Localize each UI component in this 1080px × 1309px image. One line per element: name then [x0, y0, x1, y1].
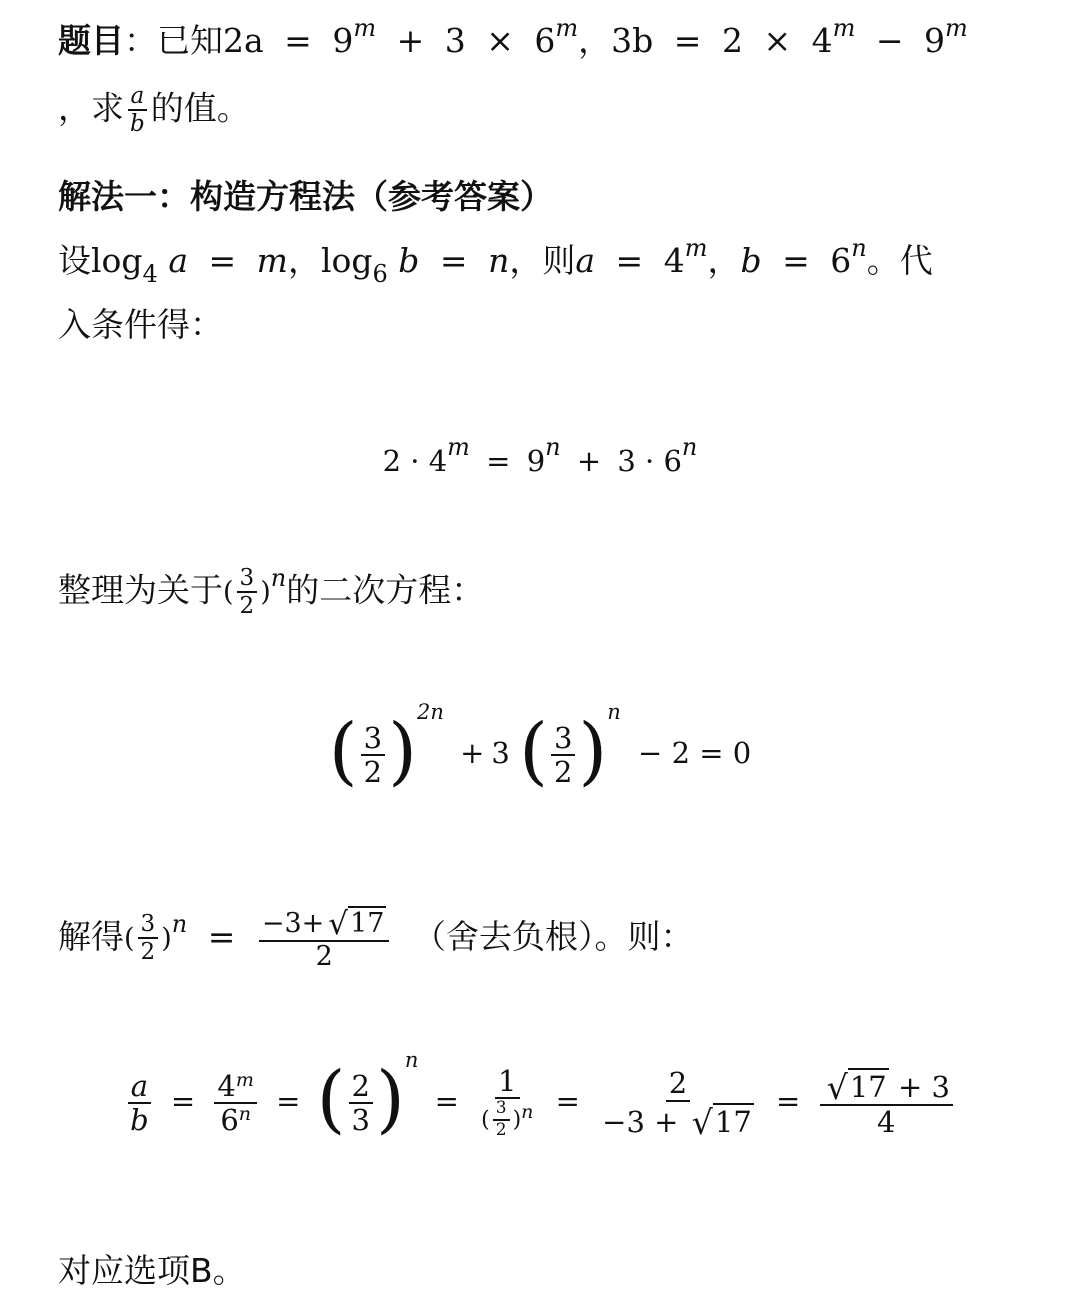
eq-sign-b: = [782, 241, 810, 280]
problem-sep: ， [578, 21, 612, 60]
a-var: a [575, 241, 596, 280]
eq3-frac-4: 1 ( $\frac{3}{2}$ )$^n$ [481, 1063, 534, 1141]
eq3-frac-6: $\frac{√17 + 3}{4}$ [820, 1068, 953, 1137]
method-line-2: 入条件得： [58, 305, 223, 344]
comma1: ， [287, 241, 321, 280]
eq-sign-2: = [673, 21, 702, 60]
eq-sign-log2: = [439, 241, 468, 280]
step-2: 整理为关于( $\frac{3}{2}$ )$^n$的二次方程： [58, 563, 485, 620]
times-sign-2: × [763, 21, 792, 60]
eq1-coef: 3 [444, 21, 466, 60]
problem-line-1 [58, 14, 968, 60]
ask-fraction: $\frac{a}{b}$ [127, 84, 148, 136]
step-3: 解得( $\frac{3}{2}$ )$^n$ = $\frac{-3+ √17}{2}$ （舍去负根）。则： [58, 906, 694, 972]
b-value: 6$^n$ [830, 234, 867, 280]
ask-suffix: 的值。 [150, 88, 250, 128]
a-value: 4$^m$ [663, 234, 708, 280]
conclusion: 对应选项B。 [58, 1251, 246, 1290]
method-tail: 。代 [866, 241, 933, 280]
eq3-frac-3: $\frac{2}{3}$ [349, 1071, 373, 1136]
eq1-term1: 9$^m$ [332, 14, 377, 60]
log2-val: n [488, 241, 510, 280]
eq-sign-a: = [615, 241, 644, 280]
times-sign: × [486, 21, 514, 60]
eq1-term2: 6$^m$ [534, 14, 579, 60]
minus-sign: − [875, 21, 904, 60]
log2: $\log_6 b$ [320, 241, 420, 288]
problem-intro: 已知 [157, 21, 223, 60]
log1-val: m [256, 241, 288, 280]
eq3-frac-1: $\frac{a}{b}$ [127, 1071, 152, 1136]
eq-sign-log1: = [208, 241, 237, 280]
eq3-frac-2: $\frac{4^m}{6^n}$ [214, 1071, 256, 1136]
eq-sign: = [284, 21, 312, 60]
equation-3: $\frac{a}{b}$ = $\frac{4^m}{6^n}$ = ( $\frac{2}{3}$ )$^n$ = 1 ( $\frac{3}{2}$ )$^n$ = $\frac{2}{-3 + √17}$ = $\frac{√17 + 3}{4}$ [0, 1060, 1080, 1146]
step3-fraction: $\frac{3}{2}$ [138, 912, 159, 964]
comma2: ， [707, 241, 741, 280]
log1: $\log_4 a$ [91, 241, 189, 288]
eq3-frac-5: $\frac{2}{-3 + √17}$ [602, 1066, 752, 1142]
equation-1: $2 \cdot 4^m = 9^n + 3 \cdot 6^n$ [382, 433, 698, 478]
method-line-1 [58, 234, 933, 288]
eq2-lhs: 3b [611, 21, 654, 60]
eq2-term1: 4$^m$ [811, 14, 856, 60]
b-var: b [740, 241, 762, 280]
eq2-frac-2: $\frac{3}{2}$ [551, 723, 575, 788]
step3-rhs-fraction: $\frac{-3+ √17}{2}$ [259, 906, 390, 971]
then-text: ，则 [509, 241, 576, 280]
problem-label: 题目 [58, 21, 124, 60]
problem-line-2 [58, 84, 250, 136]
set-text: 设 [58, 241, 91, 280]
eq2-coef: 2 [721, 21, 743, 60]
eq2-term2: 9$^m$ [924, 14, 968, 60]
eq2-frac-1: $\frac{3}{2}$ [361, 723, 385, 788]
plus-sign: + [396, 21, 425, 60]
method-title: 解法一：构造方程法（参考答案） [58, 177, 553, 216]
equation-2: ( $\frac{3}{2}$ )$^{2n}$ + 3 ( $\frac{3}{2}$ )$^n$ − 2 = 0 [328, 700, 752, 794]
eq1-lhs: 2a [223, 21, 264, 60]
ask-prefix: ，求 [58, 88, 124, 128]
problem-colon: ： [124, 21, 157, 60]
step2-fraction: $\frac{3}{2}$ [237, 566, 258, 618]
